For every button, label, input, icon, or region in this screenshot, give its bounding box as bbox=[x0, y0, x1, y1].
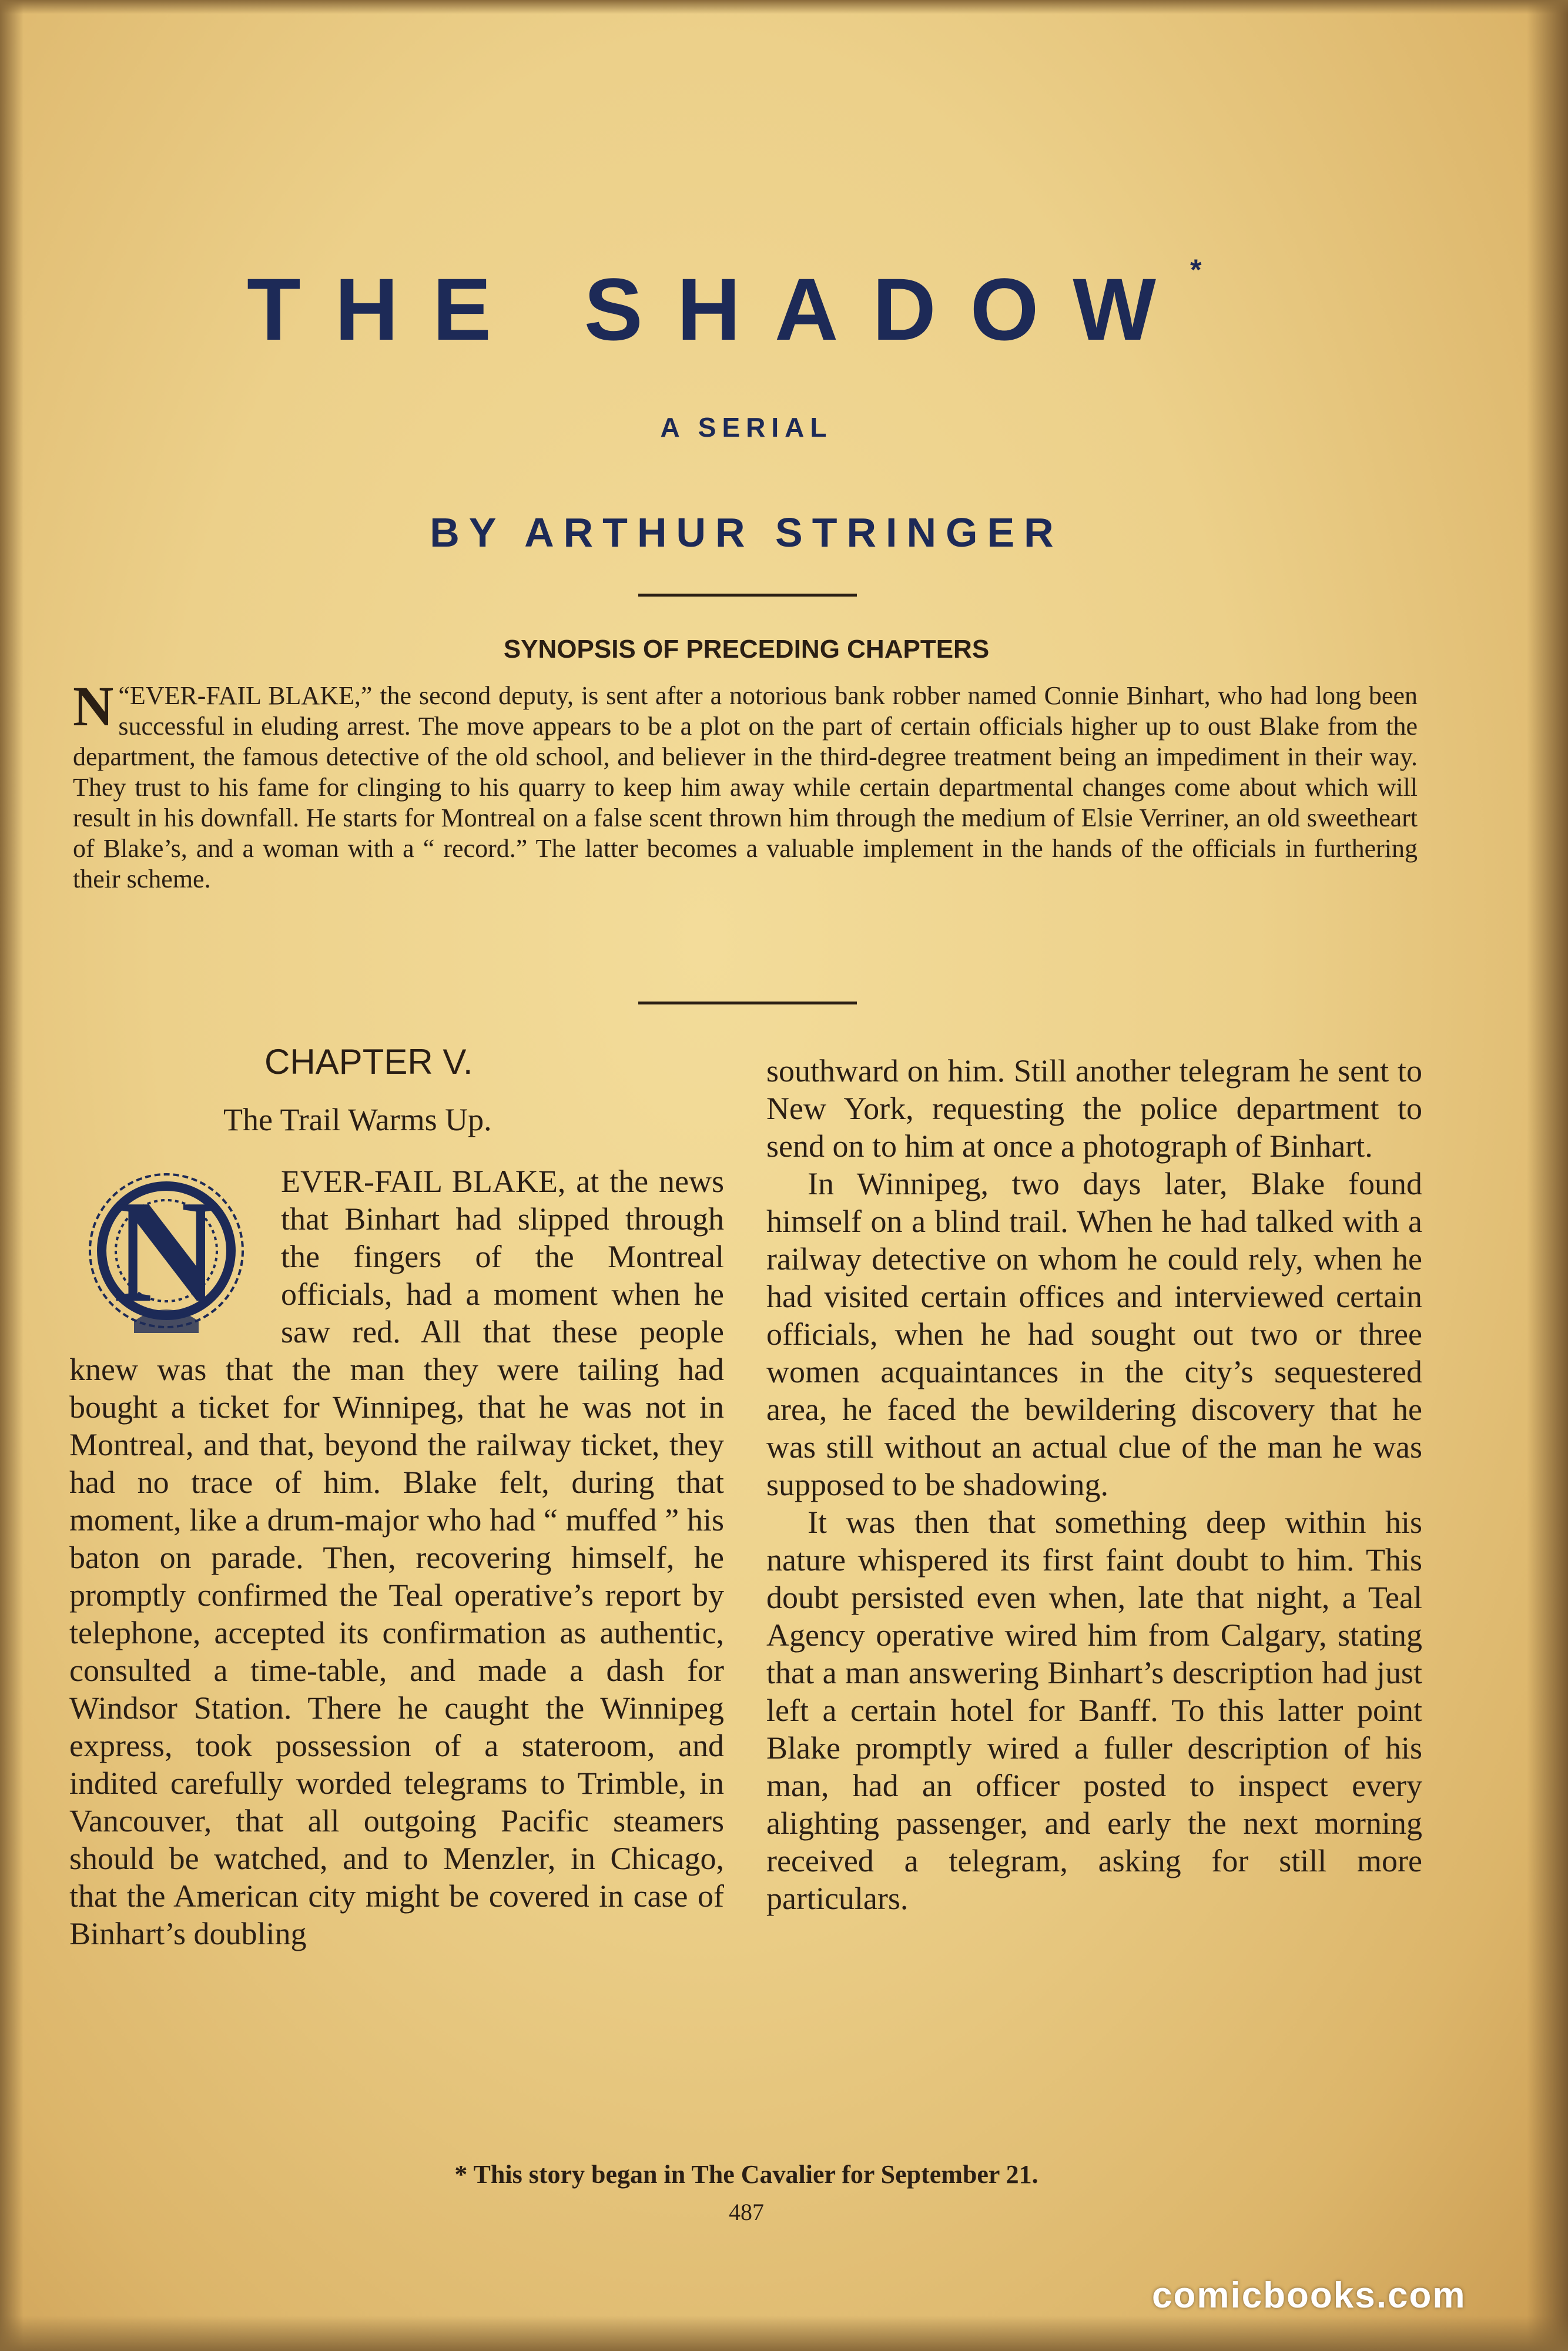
site-watermark: comicbooks.com bbox=[1152, 2275, 1466, 2316]
story-title-text: THE SHADOW bbox=[247, 260, 1190, 359]
synopsis-heading: SYNOPSIS OF PRECEDING CHAPTERS bbox=[503, 635, 990, 664]
page-number: 487 bbox=[729, 2199, 764, 2225]
text-column-right bbox=[766, 1052, 1422, 1917]
drop-cap-ornament-icon bbox=[63, 1163, 269, 1339]
serial-kicker: A SERIAL bbox=[660, 412, 833, 443]
page-edge-left bbox=[0, 0, 24, 2351]
footnote: * This story began in The Cavalier for September 21. bbox=[454, 2160, 1038, 2189]
chapter-title: The Trail Warms Up. bbox=[223, 1102, 492, 1137]
drop-cap-letter: N bbox=[113, 1170, 220, 1333]
chapter-number: CHAPTER V. bbox=[264, 1042, 473, 1081]
right-column-paragraph-1: southward on him. Still another telegram he sent to New York, requesting the police department to send on to him at once a photograph of Binhart. bbox=[766, 1053, 1422, 1164]
right-column-paragraph-3: It was then that something deep within his nature whispered its first faint doubt to him. This doubt persisted even when, late that night, a Teal Agency operative wired him from Calgary, stating that a man answering Binhart’s description had just left a certain hotel for Banff. To this latter point Blake promptly wired a fuller description of his man, had an officer posted to inspect every alighting passenger, and early the next morning received a telegram, asking for still more particulars. bbox=[766, 1505, 1422, 1916]
synopsis-text: EVER-FAIL BLAKE,” the second deputy, is sent after a notorious bank robber named Connie Binhart, who had long been successful in eluding arrest. The move appears to be a plot on the part of certain officials higher up to oust Blake from the department, the famous detective of the old school, and believer in the third-degree treatment being an impediment in their way. They trust to his fame for clinging to his quarry to keep him away while certain departmental changes come about which will result in his downfall. He starts for Montreal on a false scent thrown him through the medium of Elsie Verriner, an old sweetheart of Blake’s, and a woman with a “ record.” The latter becomes a valuable implement in the hands of the officials in furthering their scheme. bbox=[73, 681, 1418, 893]
left-column-text: EVER-FAIL BLAKE, at the news that Binhart had slipped through the fingers of the Montreal officials, had a moment when he saw red. All that these people knew was that the man they were tailing had bought a ticket for Winnipeg, that he was not in Montreal, and that, beyond the railway ticket, they had no trace of him. Blake felt, during that moment, like a drum-major who had “ muffed ” his baton on parade. Then, recovering himself, he promptly confirmed the Teal operative’s report by telephone, accepted its confirmation as authentic, consulted a time-table, and made a dash for Windsor Station. There he caught the Winnipeg express, took possession of a stateroom, and indited carefully worded telegrams to Trimble, in Vancouver, that all outgoing Pacific steamers should be watched, and to Menzler, in Chicago, that the American city might be covered in case of Binhart’s doubling bbox=[69, 1164, 724, 1951]
text-column-left bbox=[69, 1163, 724, 1953]
synopsis-paragraph bbox=[73, 675, 1418, 895]
page-edge-right bbox=[1527, 0, 1568, 2351]
author-byline: BY ARTHUR STRINGER bbox=[430, 510, 1063, 555]
ornamental-drop-cap bbox=[63, 1163, 269, 1339]
divider-rule bbox=[638, 594, 857, 597]
right-column-paragraph-2: In Winnipeg, two days later, Blake found himself on a blind trail. When he had talked with a railway detective on whom he could rely, when he had visited certain offices and interviewed certain officials, when he had sought out two or three women acquaintances in the city’s sequestered area, he faced the bewildering discovery that he was still without an actual clue of the man he was supposed to be shadowing. bbox=[766, 1166, 1422, 1502]
synopsis-open-quote: “ bbox=[118, 681, 130, 710]
page-edge-top bbox=[0, 0, 1568, 14]
page-edge-bottom bbox=[0, 2316, 1568, 2351]
divider-rule-2 bbox=[638, 1002, 857, 1004]
synopsis-initial: N bbox=[73, 675, 114, 738]
title-footnote-mark: * bbox=[1190, 253, 1202, 286]
story-title bbox=[247, 253, 1305, 360]
